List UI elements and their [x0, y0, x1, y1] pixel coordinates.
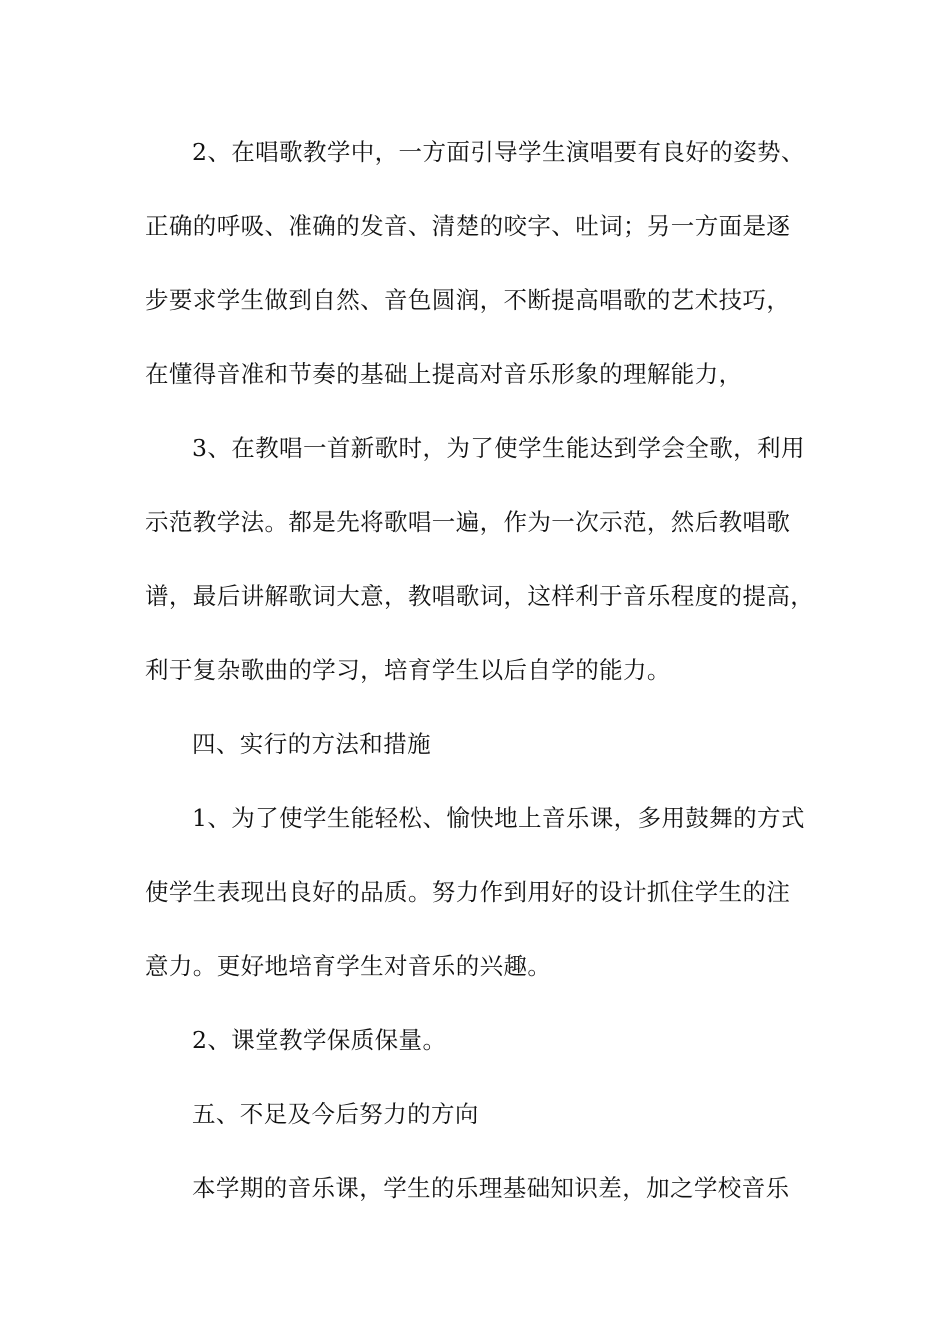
paragraph-line: 1、为了使学生能轻松、愉快地上音乐课，多用鼓舞的方式 — [192, 804, 805, 832]
paragraph-line: 使学生表现出良好的品质。努力作到用好的设计抓住学生的注 — [145, 878, 791, 906]
paragraph-line: 正确的呼吸、准确的发音、清楚的咬字、吐词；另一方面是逐 — [145, 212, 791, 240]
paragraph-line: 步要求学生做到自然、音色圆润，不断提高唱歌的艺术技巧， — [145, 286, 791, 314]
paragraph-line: 2、在唱歌教学中，一方面引导学生演唱要有良好的姿势、 — [192, 138, 805, 166]
paragraph-line: 2、课堂教学保质保量。 — [192, 1026, 447, 1054]
paragraph-line: 在懂得音准和节奏的基础上提高对音乐形象的理解能力， — [145, 360, 743, 388]
paragraph-line: 谱，最后讲解歌词大意，教唱歌词，这样利于音乐程度的提高， — [145, 582, 815, 610]
paragraph-line: 示范教学法。都是先将歌唱一遍，作为一次示范，然后教唱歌 — [145, 508, 791, 536]
paragraph-line: 意力。更好地培育学生对音乐的兴趣。 — [145, 952, 552, 980]
paragraph-line: 本学期的音乐课，学生的乐理基础知识差，加之学校音乐 — [192, 1174, 790, 1202]
section-heading: 五、不足及今后努力的方向 — [192, 1100, 479, 1128]
paragraph-line: 3、在教唱一首新歌时，为了使学生能达到学会全歌，利用 — [192, 434, 805, 462]
paragraph-line: 利于复杂歌曲的学习，培育学生以后自学的能力。 — [145, 656, 671, 684]
section-heading: 四、实行的方法和措施 — [192, 730, 431, 758]
